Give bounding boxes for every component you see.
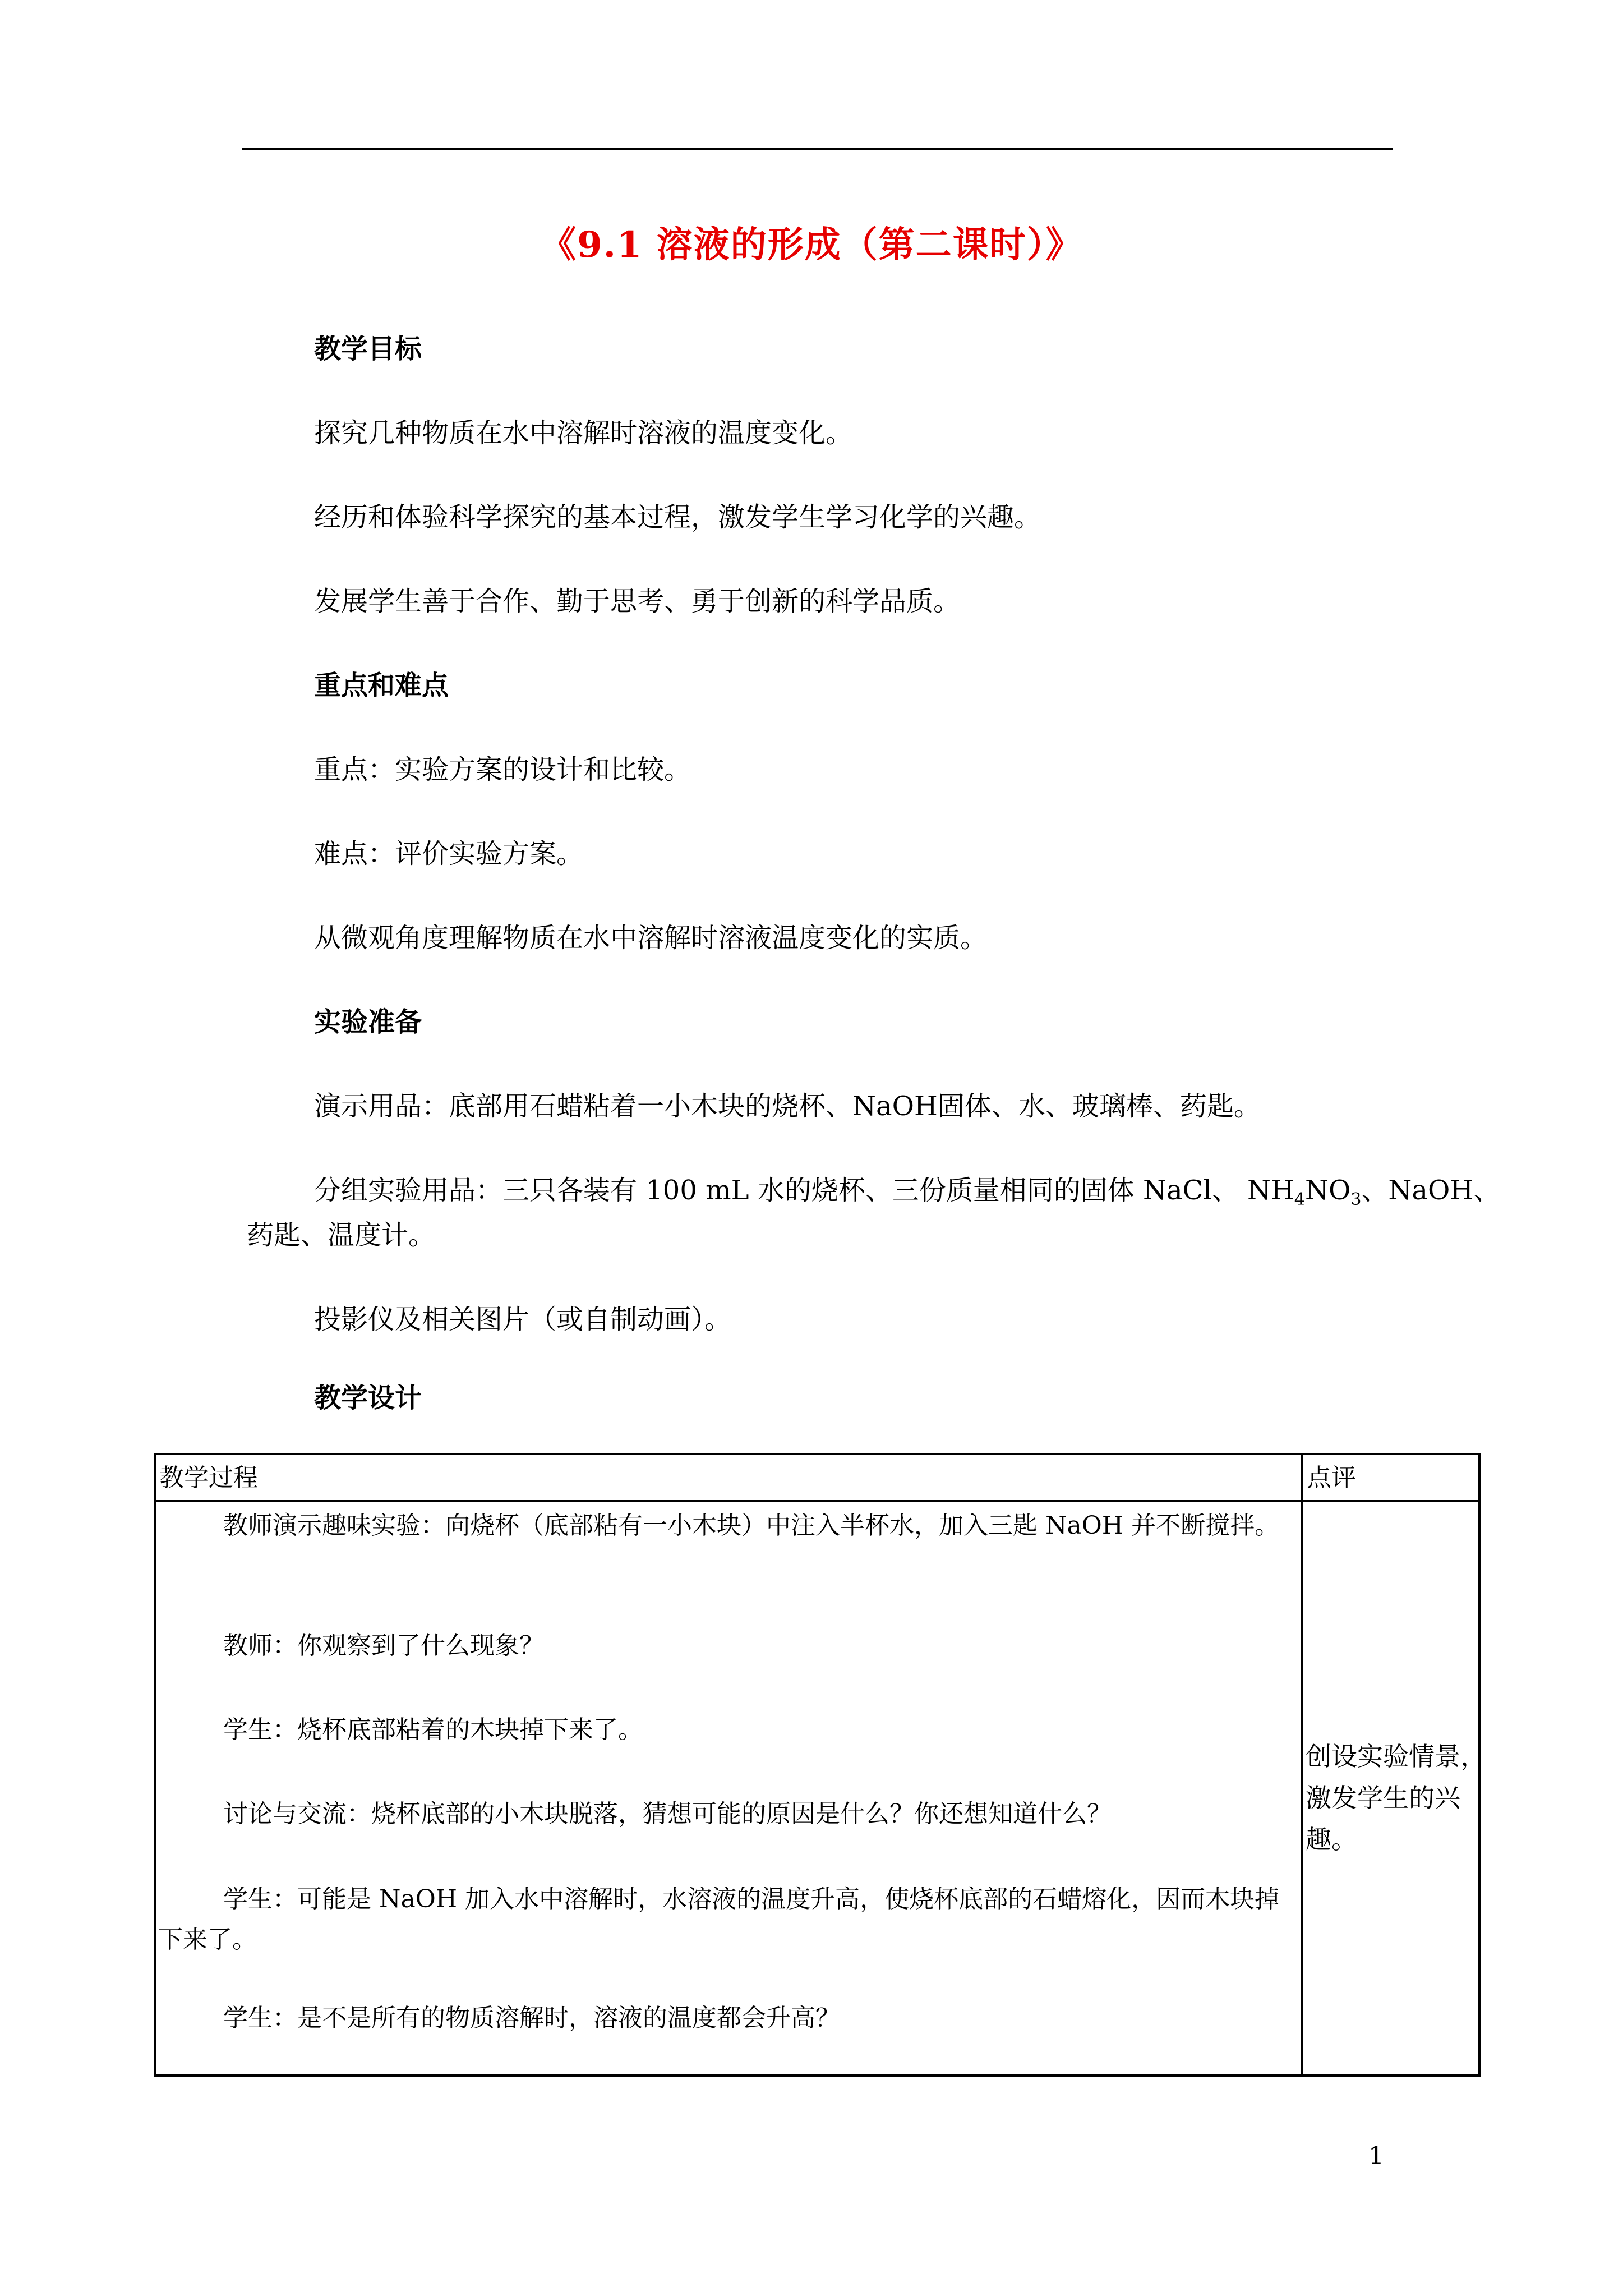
prep-group-text-end: 、NaOH、: [1361, 1175, 1501, 1206]
teaching-design-table: [154, 1453, 1486, 2077]
header-comment: 点评: [1302, 1454, 1479, 1501]
process-paragraph: 学生：烧杯底部粘着的木块掉下来了。: [223, 1715, 643, 1744]
table-header-row: [155, 1454, 1479, 1501]
key-point: 从微观角度理解物质在水中溶解时溶液温度变化的实质。: [314, 922, 988, 954]
prep-group-line2: 药匙、温度计。: [247, 1220, 436, 1251]
goal-item: 经历和体验科学探究的基本过程，激发学生学习化学的兴趣。: [314, 501, 1041, 533]
page-title: 《9.1 溶液的形成（第二课时）》: [540, 224, 1083, 266]
prep-group-text: 分组实验用品：三只各装有 100 mL 水的烧杯、三份质量相同的固体 NaCl、: [314, 1175, 1239, 1206]
key-point: 重点：实验方案的设计和比较。: [314, 754, 691, 785]
goal-item: 发展学生善于合作、勤于思考、勇于创新的科学品质。: [314, 586, 961, 617]
process-paragraph: 教师演示趣味实验：向烧杯（底部粘有一小木块）中注入半杯水，加入三匙 NaOH 并不断搅拌。: [223, 1511, 1280, 1540]
prep-group-line1: [314, 1172, 1500, 1218]
table-row: [155, 1501, 1479, 2076]
header-rule: [242, 148, 1393, 150]
prep-projector: 投影仪及相关图片（或自制动画）。: [314, 1304, 732, 1335]
comment-cell: [1302, 1501, 1486, 2076]
chemical-formula: $NH_4NO_3$: [1247, 1175, 1362, 1209]
key-point: 难点：评价实验方案。: [314, 838, 584, 869]
goal-item: 探究几种物质在水中溶解时溶液的温度变化。: [314, 417, 853, 449]
goals-heading: 教学目标: [314, 333, 422, 365]
process-cell: [155, 1501, 1302, 2076]
comment-text: 创设实验情景，激发学生的兴趣。: [1306, 1741, 1486, 1855]
prep-demo: 演示用品：底部用石蜡粘着一小木块的烧杯、NaOH固体、水、玻璃棒、药匙。: [314, 1091, 1261, 1122]
header-process: 教学过程: [155, 1454, 1302, 1501]
process-paragraph: 教师：你观察到了什么现象？: [223, 1631, 544, 1660]
design-heading: 教学设计: [314, 1382, 422, 1414]
process-paragraph: 讨论与交流：烧杯底部的小木块脱落，猜想可能的原因是什么？你还想知道什么？: [223, 1800, 1112, 1828]
page-number: 1: [1368, 2142, 1384, 2170]
process-paragraph: 学生：可能是 NaOH 加入水中溶解时，水溶液的温度升高，使烧杯底部的石蜡熔化，因而木块掉下来了。: [158, 1885, 1280, 1954]
process-paragraph: 学生：是不是所有的物质溶解时，溶液的温度都会升高？: [223, 2004, 840, 2032]
key-heading: 重点和难点: [314, 670, 449, 701]
prep-heading: 实验准备: [314, 1006, 422, 1038]
